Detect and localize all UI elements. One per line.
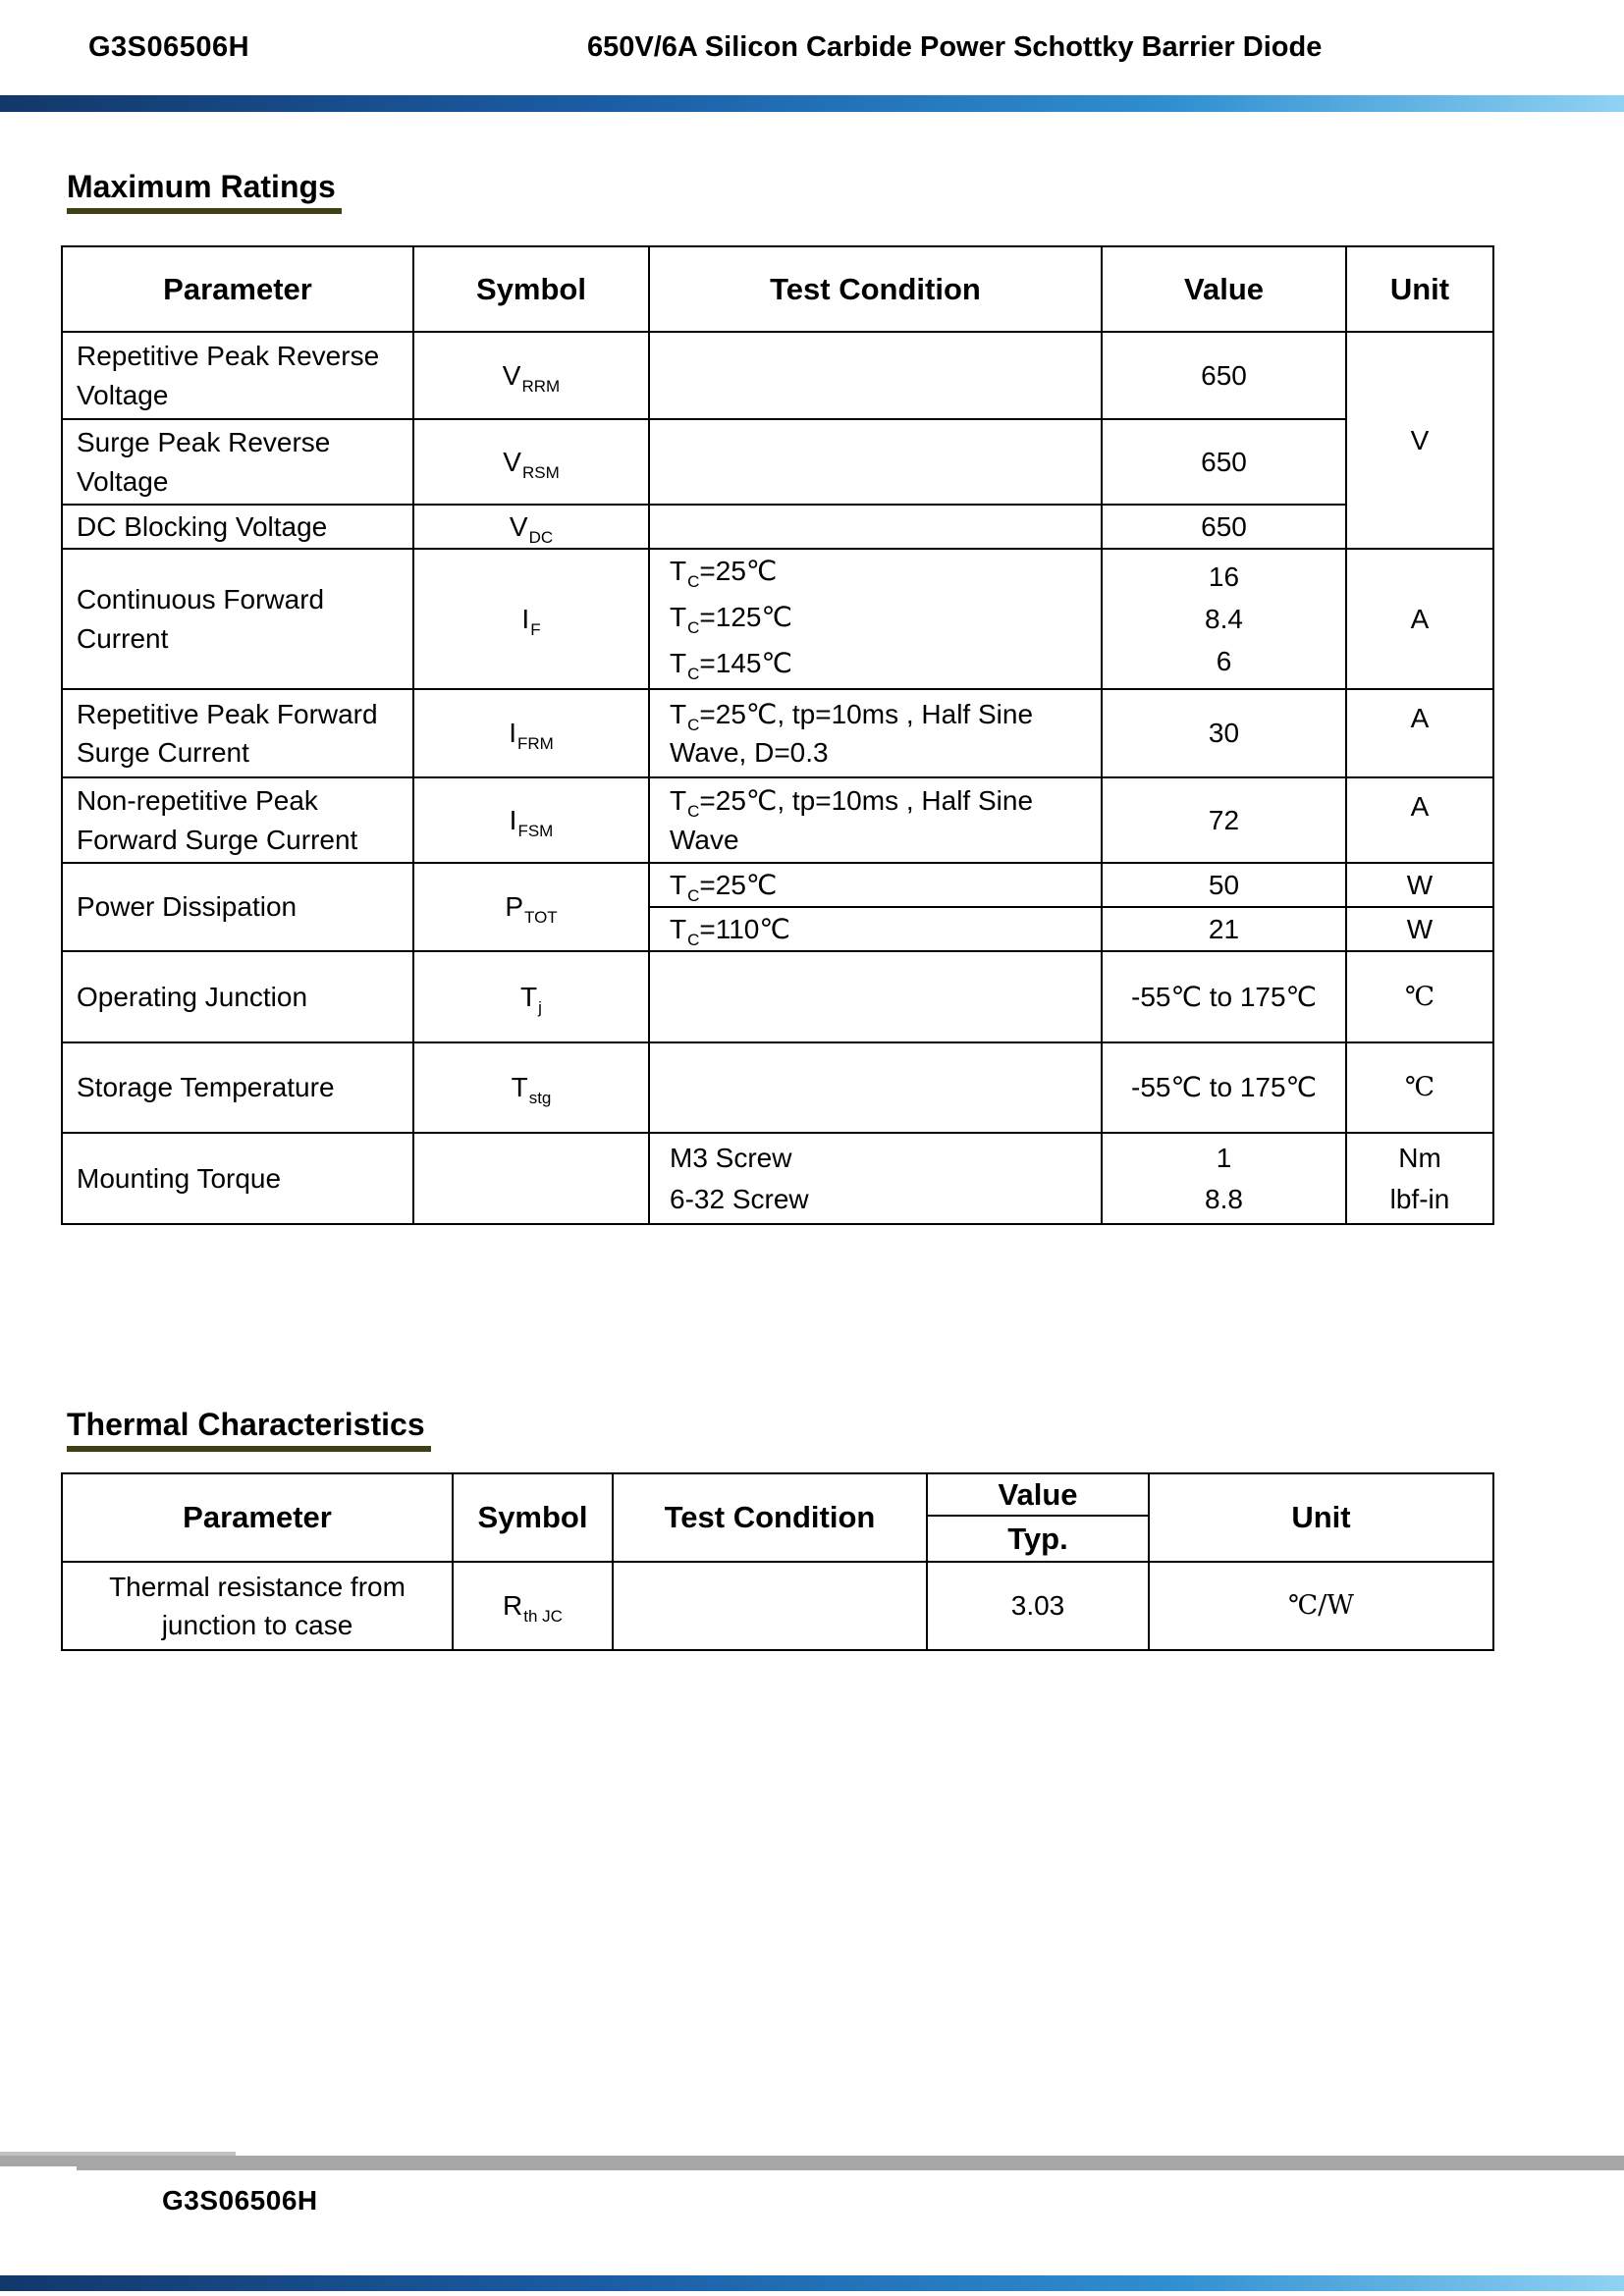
max-ratings-heading: Maximum Ratings <box>67 169 342 214</box>
cell-test-condition: $T_C=25℃$ $T_C=125℃$ $T_C=145℃$ <box>649 549 1102 689</box>
footer-divider-notch <box>0 2166 77 2170</box>
cell-test-condition <box>649 505 1102 549</box>
row-ptot-a <box>62 863 1493 907</box>
cell-value: 1 8.8 <box>1102 1133 1346 1224</box>
cell-symbol: $I_{FSM}$ <box>413 777 649 863</box>
cell-test-condition: M3 Screw 6-32 Screw <box>649 1133 1102 1224</box>
row-torque <box>62 1133 1493 1224</box>
footer-divider-bar <box>0 2156 1624 2170</box>
cell-parameter: Non-repetitive Peak Forward Surge Current <box>62 777 413 863</box>
cell-test-condition <box>649 419 1102 505</box>
cell-parameter: Mounting Torque <box>62 1133 413 1224</box>
cell-value: -55℃ to 175℃ <box>1102 951 1346 1042</box>
row-if <box>62 549 1493 689</box>
col-parameter: Parameter <box>62 246 413 332</box>
cell-parameter: Operating Junction <box>62 951 413 1042</box>
cell-value: 72 <box>1102 777 1346 863</box>
cell-unit: Nm lbf-in <box>1346 1133 1493 1224</box>
cell-unit: A <box>1346 777 1493 863</box>
col-value: Value <box>927 1473 1149 1516</box>
col-value: Value <box>1102 246 1346 332</box>
cell-symbol: $T_j$ <box>413 951 649 1042</box>
cell-test-condition <box>649 332 1102 419</box>
cell-value: 30 <box>1102 689 1346 777</box>
cell-test-condition: $T_C=110℃$ <box>649 907 1102 951</box>
cell-test-condition <box>613 1562 927 1650</box>
col-test-condition: Test Condition <box>613 1473 927 1562</box>
col-symbol: Symbol <box>413 246 649 332</box>
cell-value: -55℃ to 175℃ <box>1102 1042 1346 1133</box>
footer-accent-bar <box>0 2275 1624 2291</box>
cell-value: 650 <box>1102 332 1346 419</box>
cell-parameter: Storage Temperature <box>62 1042 413 1133</box>
col-parameter: Parameter <box>62 1473 453 1562</box>
cell-value-typ: 3.03 <box>927 1562 1149 1650</box>
cell-symbol: $V_{RSM}$ <box>413 419 649 505</box>
cell-unit: W <box>1346 863 1493 907</box>
cell-parameter: Thermal resistance from junction to case <box>62 1562 453 1650</box>
cell-parameter: DC Blocking Voltage <box>62 505 413 549</box>
cell-unit: ℃/W <box>1149 1562 1493 1650</box>
cell-symbol <box>413 1133 649 1224</box>
cell-parameter: Surge Peak Reverse Voltage <box>62 419 413 505</box>
row-rthjc <box>62 1562 1493 1650</box>
cell-symbol: $V_{RRM}$ <box>413 332 649 419</box>
cell-unit-v: V <box>1346 332 1493 549</box>
row-tstg <box>62 1042 1493 1133</box>
cell-value: 16 8.4 6 <box>1102 549 1346 689</box>
cell-symbol: $I_F$ <box>413 549 649 689</box>
cell-parameter: Repetitive Peak Reverse Voltage <box>62 332 413 419</box>
cell-parameter: Power Dissipation <box>62 863 413 951</box>
cell-parameter: Repetitive Peak Forward Surge Current <box>62 689 413 777</box>
cell-unit: W <box>1346 907 1493 951</box>
cell-symbol: $R_{th JC}$ <box>453 1562 613 1650</box>
cell-symbol: $V_{DC}$ <box>413 505 649 549</box>
col-symbol: Symbol <box>453 1473 613 1562</box>
max-ratings-table <box>61 245 1494 1225</box>
max-ratings-header-row <box>62 246 1493 332</box>
cell-unit: A <box>1346 689 1493 777</box>
row-tj <box>62 951 1493 1042</box>
col-unit: Unit <box>1149 1473 1493 1562</box>
thermal-header-row-1 <box>62 1473 1493 1516</box>
row-vrsm <box>62 419 1493 505</box>
cell-test-condition <box>649 1042 1102 1133</box>
cell-test-condition: $T_C=25℃$, tp=10ms , Half Sine Wave, D=0.3 <box>649 689 1102 777</box>
row-ifrm <box>62 689 1493 777</box>
row-vrrm <box>62 332 1493 419</box>
cell-symbol: $P_{TOT}$ <box>413 863 649 951</box>
thermal-heading: Thermal Characteristics <box>67 1407 431 1452</box>
cell-value: 650 <box>1102 419 1346 505</box>
cell-unit: ℃ <box>1346 1042 1493 1133</box>
cell-value: 21 <box>1102 907 1346 951</box>
col-unit: Unit <box>1346 246 1493 332</box>
header-accent-bar <box>0 95 1624 112</box>
thermal-table <box>61 1472 1494 1651</box>
cell-symbol: $I_{FRM}$ <box>413 689 649 777</box>
cell-test-condition: $T_C=25℃$, tp=10ms , Half Sine Wave <box>649 777 1102 863</box>
col-test-condition: Test Condition <box>649 246 1102 332</box>
row-ifsm <box>62 777 1493 863</box>
cell-value: 650 <box>1102 505 1346 549</box>
header-title: 650V/6A Silicon Carbide Power Schottky Barrier Diode <box>587 31 1323 63</box>
cell-parameter: Continuous Forward Current <box>62 549 413 689</box>
cell-value: 50 <box>1102 863 1346 907</box>
cell-test-condition <box>649 951 1102 1042</box>
cell-unit: ℃ <box>1346 951 1493 1042</box>
cell-unit: A <box>1346 549 1493 689</box>
row-vdc <box>62 505 1493 549</box>
header-part-number: G3S06506H <box>88 31 250 63</box>
cell-symbol: $T_{stg}$ <box>413 1042 649 1133</box>
col-value-typ: Typ. <box>927 1516 1149 1562</box>
cell-test-condition: $T_C=25℃$ <box>649 863 1102 907</box>
footer-part-number: G3S06506H <box>162 2185 318 2216</box>
